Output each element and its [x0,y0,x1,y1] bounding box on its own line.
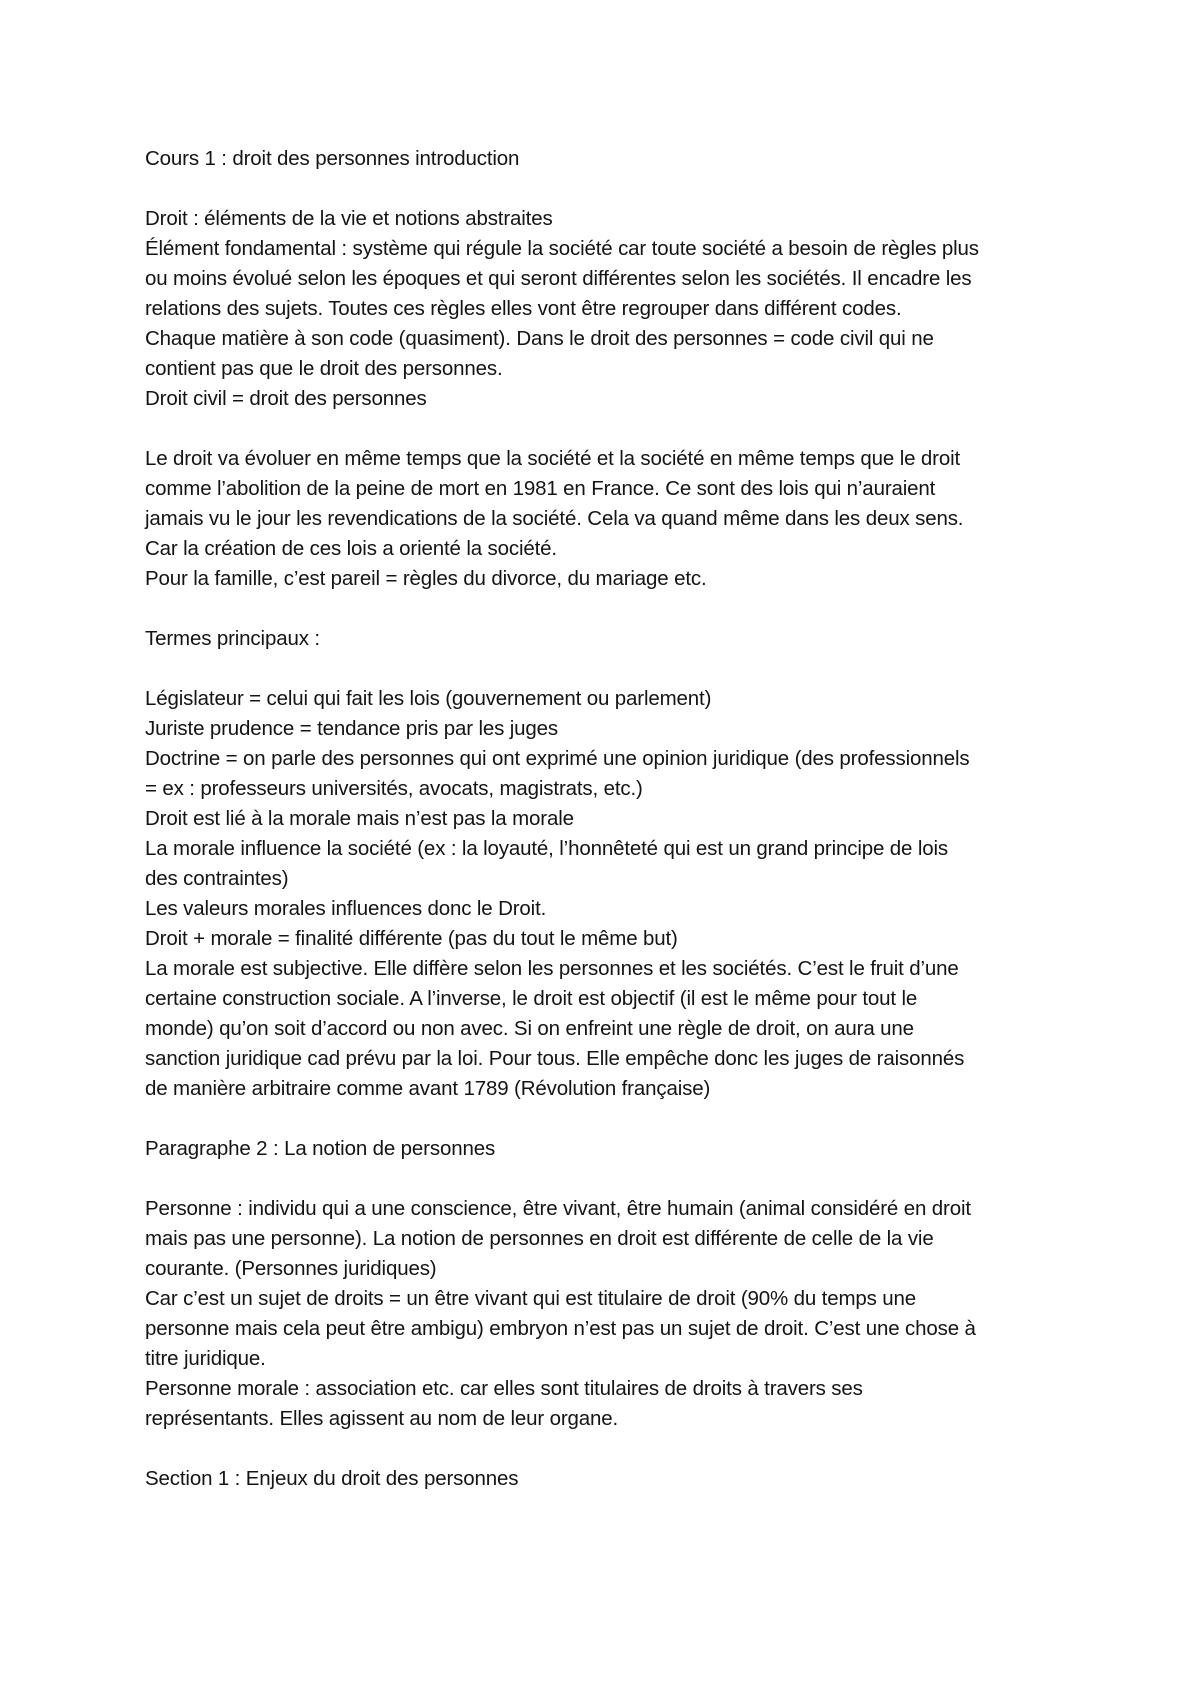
text-line: personne mais cela peut être ambigu) embryon n’est pas un sujet de droit. C’est une chose à [145,1317,976,1340]
blank-line [145,1434,1065,1464]
text-line: Droit : éléments de la vie et notions abstraites [145,207,553,230]
text-line: Les valeurs morales influences donc le Droit. [145,897,547,920]
text-line: relations des sujets. Toutes ces règles elles vont être regrouper dans différent codes. [145,297,902,320]
blank-line [145,594,1065,624]
text-line: Car c’est un sujet de droits = un être vivant qui est titulaire de droit (90% du temps une [145,1287,917,1310]
text-line: Juriste prudence = tendance pris par les juges [145,717,559,740]
personnes-paragraph [145,1194,1065,1434]
blank-line [145,414,1065,444]
text-line: Personne : individu qui a une conscience, être vivant, être humain (animal considéré en droit [145,1197,971,1220]
text-line: Élément fondamental : système qui régule la société car toute société a besoin de règles plus [145,237,979,260]
text-line: certaine construction sociale. A l’inverse, le droit est objectif (il est le même pour tout le [145,987,918,1010]
paragraph-2-heading: Paragraphe 2 : La notion de personnes [145,1137,496,1160]
terms-heading: Termes principaux : [145,627,320,650]
document-title: Cours 1 : droit des personnes introduction [145,147,520,170]
text-line: Chaque matière à son code (quasiment). Dans le droit des personnes = code civil qui ne [145,327,934,350]
evolution-paragraph [145,444,1065,594]
text-line: représentants. Elles agissent au nom de leur organe. [145,1407,619,1430]
text-line: Pour la famille, c’est pareil = règles du divorce, du mariage etc. [145,567,707,590]
text-line: comme l’abolition de la peine de mort en 1981 en France. Ce sont des lois qui n’auraient [145,477,936,500]
blank-line [145,174,1065,204]
text-line: Personne morale : association etc. car elles sont titulaires de droits à travers ses [145,1377,863,1400]
text-line: La morale est subjective. Elle diffère selon les personnes et les sociétés. C’est le fruit d’une [145,957,959,980]
text-line: monde) qu’on soit d’accord ou non avec. Si on enfreint une règle de droit, on aura une [145,1017,914,1040]
text-line: Droit est lié à la morale mais n’est pas la morale [145,807,574,830]
text-line: sanction juridique cad prévu par la loi. Pour tous. Elle empêche donc les juges de raisonnés [145,1047,965,1070]
blank-line [145,1164,1065,1194]
text-line: courante. (Personnes juridiques) [145,1257,437,1280]
text-line: des contraintes) [145,867,289,890]
text-line: ou moins évolué selon les époques et qui seront différentes selon les sociétés. Il encadre les [145,267,972,290]
section-1-heading: Section 1 : Enjeux du droit des personnes [145,1467,519,1490]
text-line: titre juridique. [145,1347,266,1370]
text-line: Législateur = celui qui fait les lois (gouvernement ou parlement) [145,687,712,710]
text-line: Le droit va évoluer en même temps que la société et la société en même temps que le droit [145,447,961,470]
text-line: Droit + morale = finalité différente (pas du tout le même but) [145,927,678,950]
text-line: jamais vu le jour les revendications de la société. Cela va quand même dans les deux sens. [145,507,964,530]
intro-paragraph [145,204,1065,414]
text-line: Droit civil = droit des personnes [145,387,427,410]
text-line: mais pas une personne). La notion de personnes en droit est différente de celle de la vie [145,1227,934,1250]
blank-line [145,654,1065,684]
document-body [145,144,1065,1494]
text-line: = ex : professeurs universités, avocats, magistrats, etc.) [145,777,643,800]
text-line: La morale influence la société (ex : la loyauté, l’honnêteté qui est un grand principe de lois [145,837,948,860]
text-line: Car la création de ces lois a orienté la société. [145,537,557,560]
terms-paragraph [145,684,1065,1104]
text-line: contient pas que le droit des personnes. [145,357,503,380]
text-line: de manière arbitraire comme avant 1789 (Révolution française) [145,1077,711,1100]
blank-line [145,1104,1065,1134]
text-line: Doctrine = on parle des personnes qui ont exprimé une opinion juridique (des professionnels [145,747,970,770]
